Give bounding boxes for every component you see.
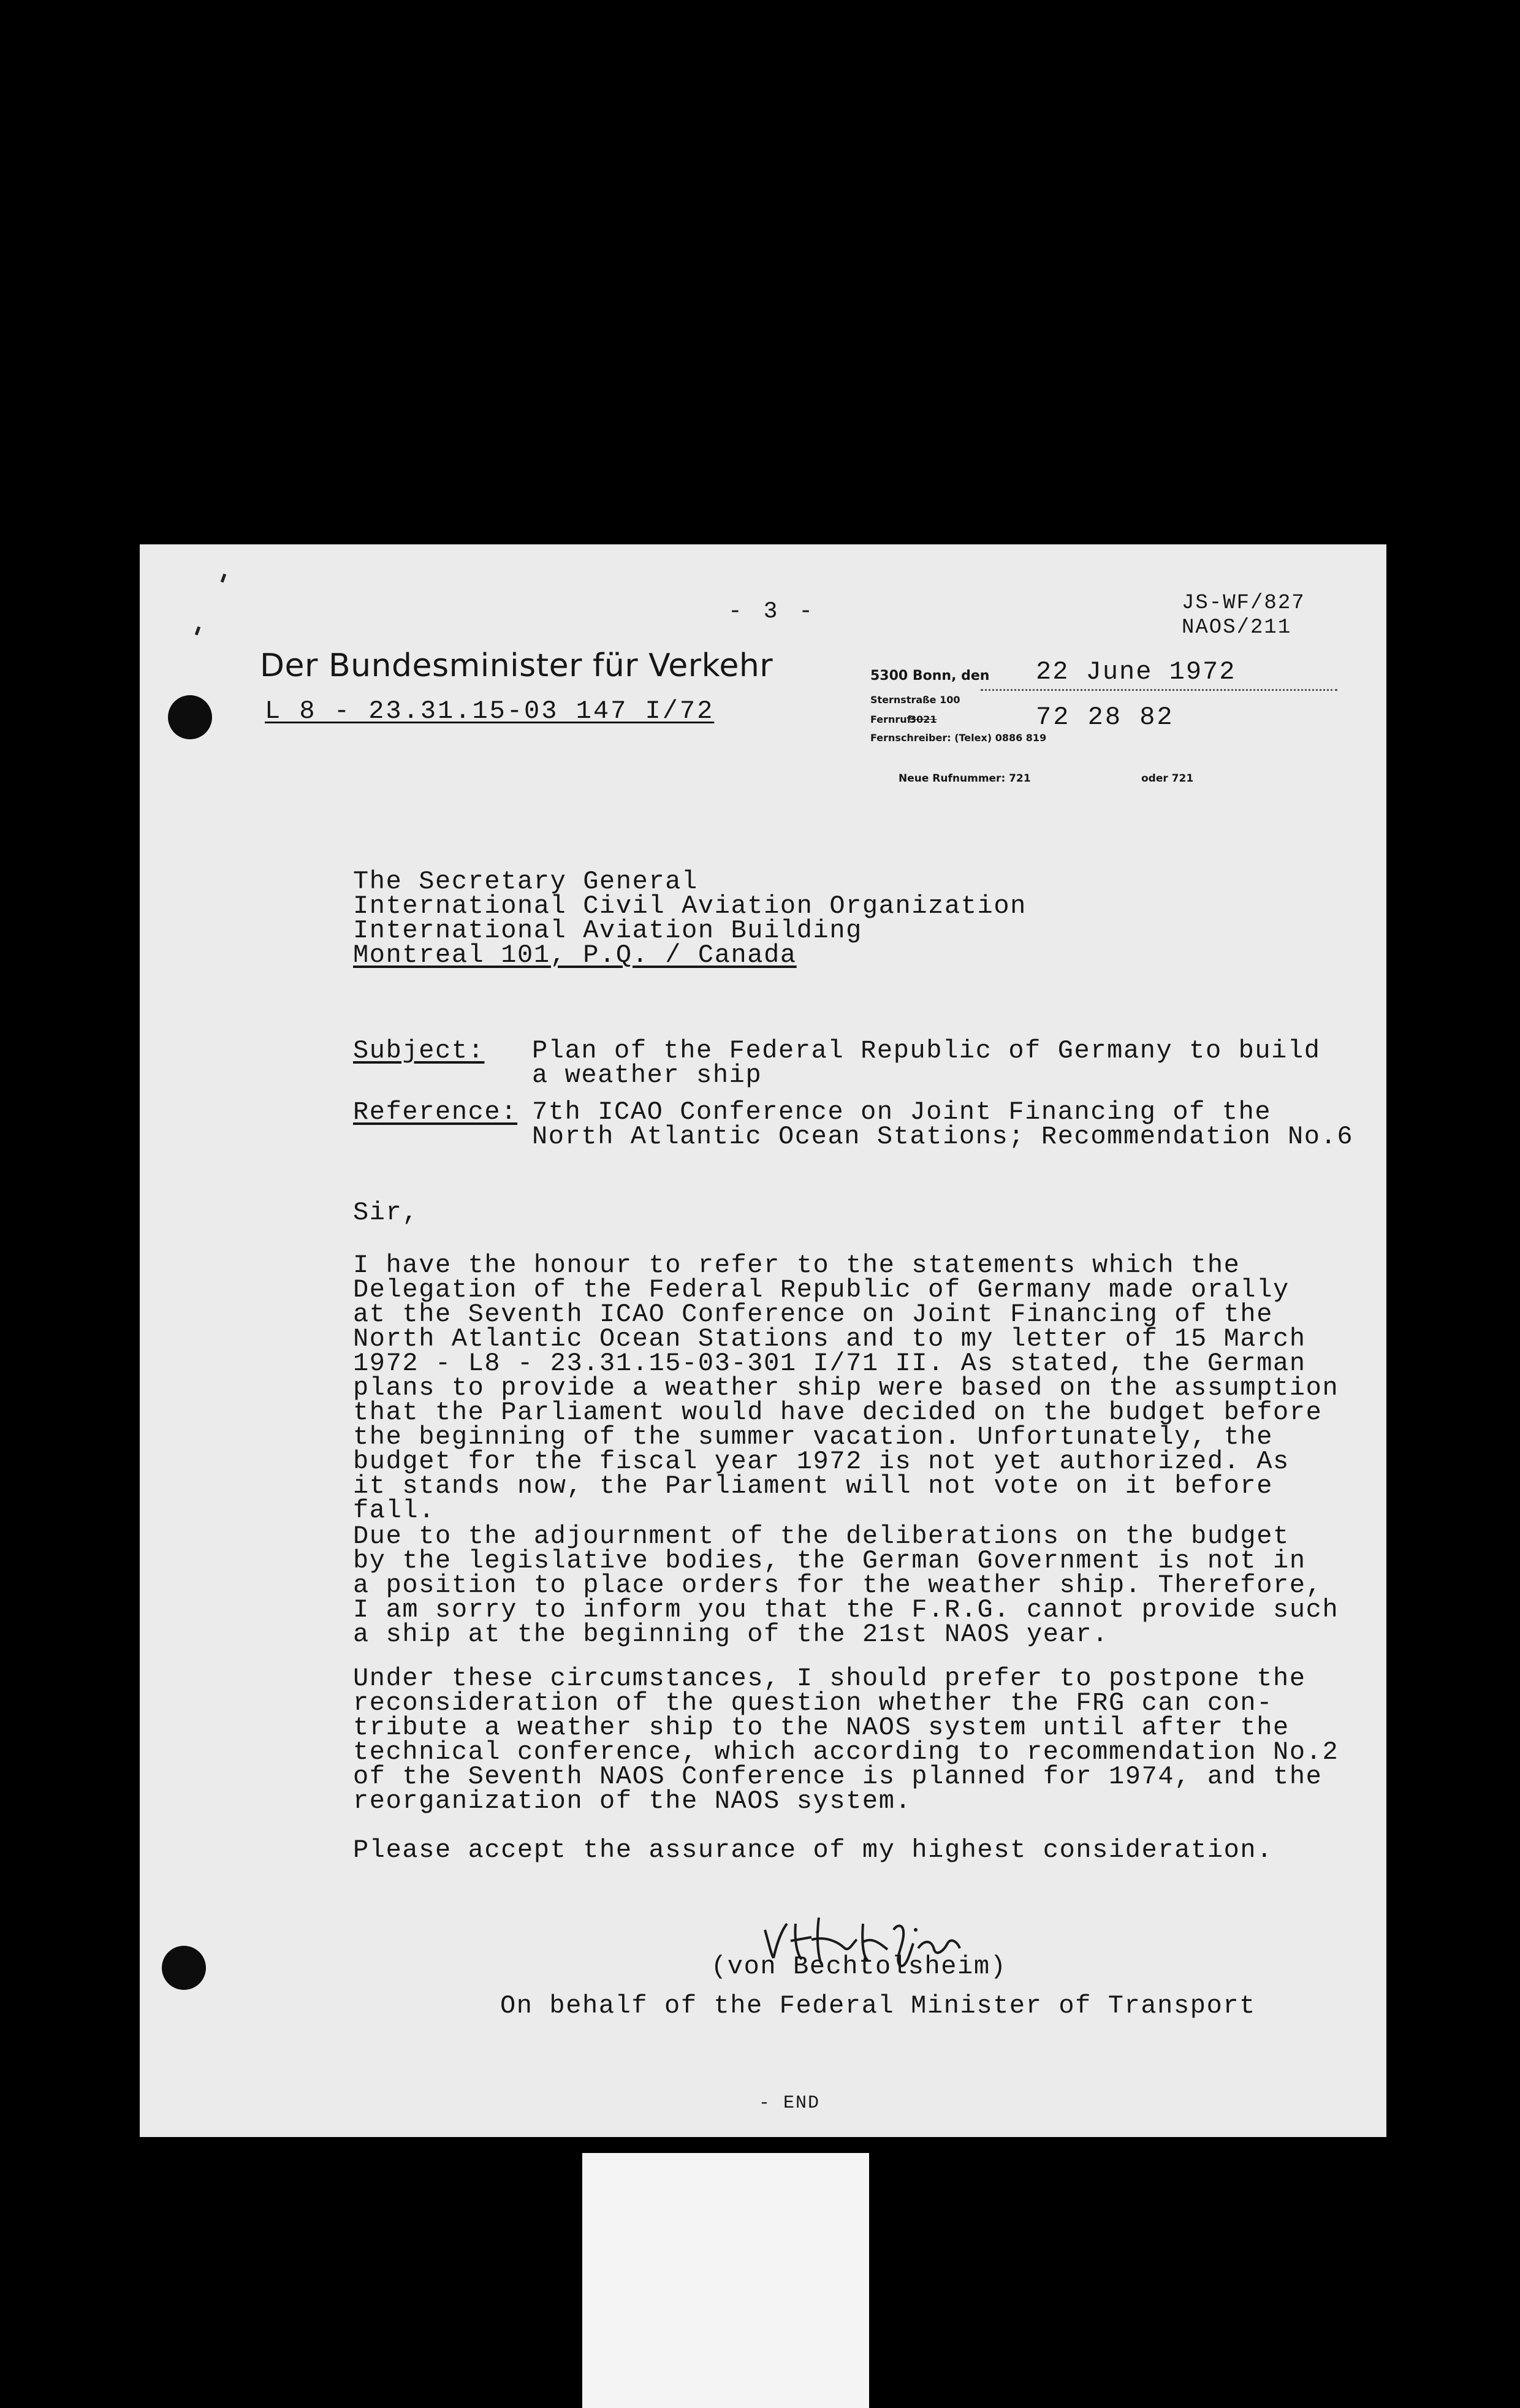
signatory-name: (von Bechtolsheim) <box>711 1952 1007 1981</box>
page-number: - 3 - <box>728 598 817 625</box>
subject-label: Subject: <box>353 1036 485 1065</box>
phone-label: Fernruf: <box>870 714 916 725</box>
letter-date: 22 June 1972 <box>1036 657 1236 687</box>
reference-line: North Atlantic Ocean Stations; Recommendation No.6 <box>532 1122 1354 1151</box>
closing-line: Please accept the assurance of my highest consideration. <box>353 1835 1274 1865</box>
letter-page <box>140 544 1386 2137</box>
paragraph-line: budget for the fiscal year 1972 is not yet authorized. As <box>353 1447 1290 1476</box>
paragraph-line: by the legislative bodies, the German Government is not in <box>353 1546 1306 1575</box>
date-rule <box>981 689 1337 691</box>
place-label: 5300 Bonn, den <box>870 668 990 684</box>
file-reference-line: NAOS/211 <box>1182 616 1292 639</box>
addressee-line: International Civil Aviation Organization <box>353 891 1027 921</box>
new-phone-number: Neue Rufnummer: 721 <box>899 772 1031 785</box>
addressee-line: The Secretary General <box>353 867 698 896</box>
letter-reference: L 8 - 23.31.15-03 147 I/72 <box>265 696 715 726</box>
subject-line: Plan of the Federal Republic of Germany to build <box>532 1036 1321 1065</box>
end-mark: - END <box>759 2093 821 2114</box>
paragraph-3 <box>353 1664 1339 1816</box>
phone-old-number: 3021 <box>910 714 937 725</box>
paragraph-line: I have the honour to refer to the statements which the <box>353 1251 1241 1280</box>
paragraph-line: Under these circumstances, I should prefer to postpone the <box>353 1664 1306 1693</box>
paragraph-line: I am sorry to inform you that the F.R.G. cannot provide such <box>353 1595 1339 1625</box>
addressee-line: Montreal 101, P.Q. / Canada <box>353 940 797 970</box>
paragraph-line: a ship at the beginning of the 21st NAOS year. <box>353 1620 1109 1649</box>
subject-line: a weather ship <box>532 1061 762 1090</box>
paragraph-line: fall. <box>353 1496 436 1525</box>
street-address: Sternstraße 100 <box>870 694 960 706</box>
subject-text <box>532 1038 1321 1088</box>
paragraph-2 <box>353 1524 1339 1647</box>
new-phone-number-alt: oder 721 <box>1141 772 1194 785</box>
salutation: Sir, <box>353 1198 419 1227</box>
ministry-name: Der Bundesminister für Verkehr <box>260 647 773 684</box>
paragraph-line: the beginning of the summer vacation. Unfortunately, the <box>353 1422 1274 1452</box>
paragraph-line: reorganization of the NAOS system. <box>353 1786 912 1816</box>
paragraph-line: it stands now, the Parliament will not vote on it before <box>353 1471 1274 1501</box>
margin-mark <box>195 627 200 636</box>
paragraph-line: Delegation of the Federal Republic of Germany made orally <box>353 1275 1290 1305</box>
punch-hole-bottom <box>162 1946 206 1990</box>
telex-number: Fernschreiber: (Telex) 0886 819 <box>870 732 1047 744</box>
margin-mark <box>221 574 226 583</box>
file-reference <box>1182 591 1305 640</box>
paragraph-line: a position to place orders for the weather ship. Therefore, <box>353 1571 1323 1600</box>
signatory-title: On behalf of the Federal Minister of Transport <box>500 1991 1256 2021</box>
file-reference-line: JS-WF/827 <box>1182 592 1305 615</box>
reference-label: Reference: <box>353 1097 518 1127</box>
phone-number: 72 28 82 <box>1036 703 1174 732</box>
paragraph-line: technical conference, which according to recommendation No.2 <box>353 1737 1339 1767</box>
paragraph-line: reconsideration of the question whether the FRG can con- <box>353 1688 1274 1718</box>
paragraph-line: Due to the adjournment of the deliberations on the budget <box>353 1522 1290 1551</box>
punch-hole-top <box>168 695 212 739</box>
addressee-block <box>353 867 1027 970</box>
paragraph-line: of the Seventh NAOS Conference is planned for 1974, and the <box>353 1762 1323 1791</box>
paragraph-line: 1972 - L8 - 23.31.15-03-301 I/71 II. As stated, the German <box>353 1349 1306 1378</box>
addressee-line: International Aviation Building <box>353 916 862 945</box>
paragraph-line: tribute a weather ship to the NAOS system until after the <box>353 1713 1290 1742</box>
paragraph-1 <box>353 1253 1339 1523</box>
paragraph-line: that the Parliament would have decided on the budget before <box>353 1398 1323 1427</box>
paragraph-line: North Atlantic Ocean Stations and to my letter of 15 March <box>353 1324 1306 1354</box>
paper-slip <box>582 2153 869 2408</box>
reference-text <box>532 1097 1354 1151</box>
paragraph-line: plans to provide a weather ship were based on the assumption <box>353 1373 1339 1403</box>
reference-line: 7th ICAO Conference on Joint Financing of the <box>532 1097 1272 1127</box>
paragraph-line: at the Seventh ICAO Conference on Joint Financing of the <box>353 1300 1274 1329</box>
